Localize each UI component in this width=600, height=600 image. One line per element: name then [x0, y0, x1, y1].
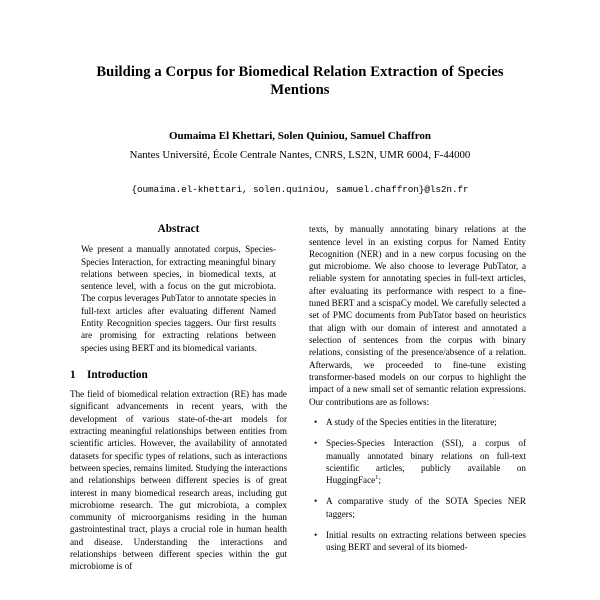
- left-column: [70, 223, 287, 573]
- list-item: [309, 437, 526, 486]
- introduction-heading: [70, 369, 287, 381]
- abstract-heading: Abstract: [157, 223, 200, 236]
- list-item-text-tail: ;: [378, 475, 382, 486]
- footnote-marker: 1: [375, 474, 379, 482]
- list-item: [309, 495, 526, 520]
- list-item: [309, 529, 526, 554]
- list-item: [309, 416, 526, 428]
- list-item-text: Initial results on extracting relations between species using BERT and several of its biomed-: [326, 530, 526, 553]
- contributions-list: [309, 416, 526, 554]
- paper-title: Building a Corpus for Biomedical Relation Extraction of Species Mentions: [96, 64, 504, 98]
- right-column: [309, 223, 526, 573]
- affiliation-line: Nantes Université, École Centrale Nantes, CNRS, LS2N, UMR 6004, F-44000: [129, 148, 471, 161]
- bullet-icon: •: [314, 496, 318, 507]
- two-column-body: [70, 223, 530, 573]
- author-list: Oumaima El Khettari, Solen Quiniou, Samuel Chaffron: [169, 130, 431, 142]
- list-item-text: A study of the Species entities in the literature;: [326, 416, 497, 427]
- abstract-text: We present a manually annotated corpus, Species-Species Interaction, for extracting meaningful binary relations between species, in biomedical texts, at sentence level, with a focus on the gut microbiota. The corpus leverages PubTator to annotate species in full-text articles after evaluating different Named Entity Recognition species taggers. Our first results are promising for extracting relations between species using BERT and its biomedical variants.: [81, 244, 276, 353]
- email-line: {oumaima.el-khettari, solen.quiniou, samuel.chaffron}@ls2n.fr: [131, 184, 469, 196]
- introduction-paragraph-left: The field of biomedical relation extraction (RE) has made significant advancements in recent years, with the development of various state-of-the-art models for extracting meaningful relationships between entities from scientific articles. However, the availability of annotated datasets for specific types of relations, such as interactions between species, remains limited. Studying the interactions and relationships between different species is of great interest in many biomedical research areas, including gut microbiome research. The gut microbiota, a complex community of microorganisms residing in the human gastrointestinal tract, plays a crucial role in human health and disease. Understanding the interactions and relationships between different species within the gut microbiome is of: [70, 389, 287, 572]
- bullet-icon: •: [314, 438, 318, 449]
- introduction-paragraph-right: texts, by manually annotating binary relations at the sentence level in an existing corpus for Named Entity Recognition (NER) and in a new corpus focusing on the gut microbiome. We also choose to leverage PubTator, a reliable system for annotating species in full-text articles, after evaluating its performance with respect to a fine-tuned BERT and a scispaCy model. We carefully selected a set of PMC documents from PubTator based on heuristics that align with our domain of interest and annotated a selection of sentences from the corpus with binary relations, consisting of the presence/absence of a relation. Afterwards, we proceeded to fine-tune existing transformer-based models on our corpus to highlight the impact of a new small set of semantic relation expressions. Our contributions are as follows:: [309, 224, 526, 407]
- section-title: Introduction: [87, 369, 148, 382]
- list-item-text: A comparative study of the SOTA Species NER taggers;: [326, 496, 526, 519]
- abstract-section: [70, 223, 287, 354]
- bullet-icon: •: [314, 416, 318, 427]
- list-item-text: Species-Species Interaction (SSI), a corpus of manually annotated binary relations on full-text scientific articles, publicly available on HuggingFace: [326, 438, 526, 486]
- bullet-icon: •: [314, 530, 318, 541]
- section-number: 1: [70, 369, 76, 382]
